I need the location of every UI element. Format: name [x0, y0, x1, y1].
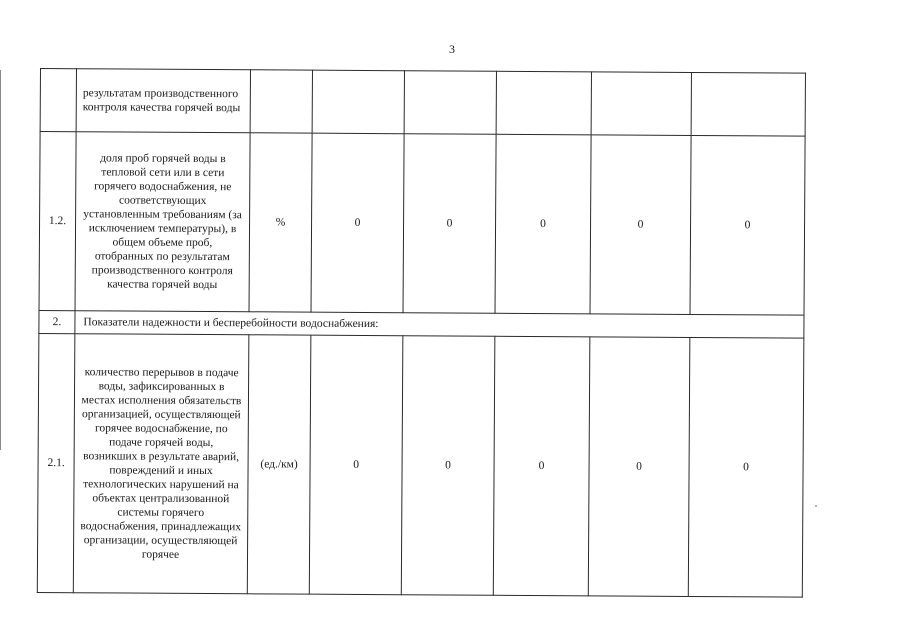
row-number-cell [40, 69, 76, 132]
row-description-cell: количество перерывов в подаче воды, зафиксированных в местах исполнения обязательств организацией, осуществляющей горячее водоснабжение, по подаче горячей воды, возникших в результате аварий, повреждений и иных технологических нарушений на объектах централизованной системы горячего водоснабжения, принадлежащих организации, осуществляющей горячее [73, 334, 249, 594]
scan-edge-line [0, 70, 1, 450]
page-number: 3 [449, 42, 455, 56]
scan-artifact-dot [815, 505, 817, 507]
value-cell: 0 [403, 134, 496, 314]
value-cell: 0 [401, 336, 495, 596]
section-title-cell: Показатели надежности и бесперебойности водоснабжения: [75, 311, 804, 338]
unit-cell: % [249, 133, 312, 312]
unit-cell [250, 70, 312, 133]
value-cell: 0 [590, 135, 691, 315]
value-cell: 0 [309, 335, 403, 595]
value-cell: 0 [588, 337, 690, 597]
row-number-cell: 2.1. [37, 333, 75, 592]
indicators-table [37, 68, 806, 598]
row-description-cell: доля проб горячей воды в тепловой сети или в сети горячего водоснабжения, не соответствующих установленным требованиям (за исключением температуры), в общем объеме проб, отобранных по результатам производственного контроля качества горячей воды [75, 132, 250, 312]
value-cell: 0 [495, 134, 591, 314]
value-cell [496, 71, 591, 135]
table-row-1-2 [39, 132, 805, 316]
value-cell: 0 [688, 337, 804, 597]
row-description-cell: результатам производственного контроля качества горячей воды [76, 69, 250, 133]
value-cell: 0 [311, 133, 404, 313]
table-row-continuation [40, 69, 805, 137]
value-cell [404, 71, 496, 135]
unit-cell: (ед./км) [247, 335, 311, 594]
value-cell [312, 70, 404, 134]
section-number-cell: 2. [39, 310, 75, 333]
value-cell: 0 [493, 336, 590, 596]
table-row-2-1 [37, 333, 804, 597]
value-cell: 0 [690, 135, 805, 315]
row-number-cell: 1.2. [39, 132, 76, 311]
value-cell [591, 72, 691, 136]
value-cell [691, 72, 805, 136]
